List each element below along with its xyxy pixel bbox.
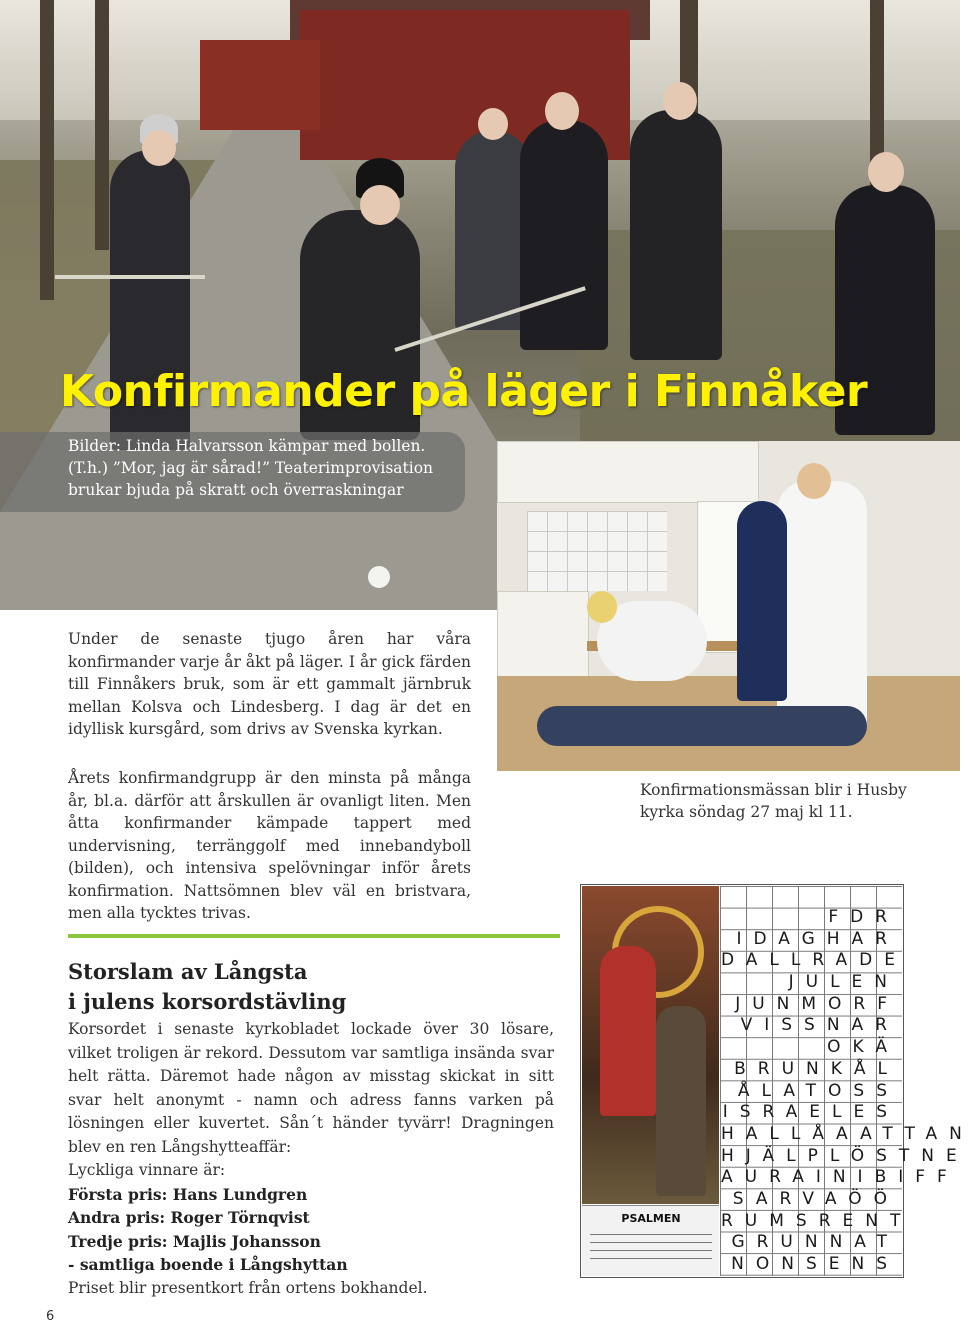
person-standing (630, 110, 722, 360)
page-headline: Konfirmander på läger i Finnåker (60, 366, 868, 417)
crossword-row: HJÄLPLÖSTNE (721, 1145, 969, 1166)
crossword-row: JUNMORF (735, 993, 899, 1014)
tree-trunk (40, 0, 54, 300)
crossword-row: VISSNAR (740, 1015, 899, 1036)
blonde-hair (587, 591, 617, 623)
crossword-puzzle (580, 884, 974, 1278)
person-lying (537, 706, 867, 746)
person-standing (520, 120, 608, 350)
kitchen-photo (497, 441, 960, 771)
person-face (663, 82, 697, 120)
crossword-row: ÅLATOSS (737, 1080, 899, 1101)
crossword-row: JULEN (788, 972, 899, 993)
floorball-stick (55, 275, 205, 279)
tree-trunk (95, 0, 109, 250)
person-standing (777, 481, 867, 731)
person-face (545, 92, 579, 130)
lower-cabinets (497, 591, 589, 683)
article-text: Korsordet i senaste kyrkobladet lockade över 30 lösare, vilket troligen är rekord. Dessutom var samtliga insända svar helt rätta. Däremot hade någon av misstag skickat in sitt svar helt anonymt - namn och adress fanns varken på lösningen eller kuvertet. Sån´t händer tyvärr! Dragningen blev en ren Långshytteaffär: (68, 1020, 554, 1156)
page-number: 6 (46, 1309, 55, 1324)
prize-1: Första pris: Hans Lundgren (68, 1184, 308, 1204)
floorball-ball (368, 566, 390, 588)
person-face (797, 463, 831, 499)
psalm-clue-box (582, 1205, 719, 1276)
prize-2: Andra pris: Roger Törnqvist (68, 1208, 310, 1227)
figure-brown-robe (656, 1006, 706, 1196)
crossword-row: ISRAELES (722, 1102, 899, 1123)
crossword-row: BRUNKÅL (734, 1058, 899, 1079)
person-face (868, 152, 904, 192)
crossword-answers (721, 907, 974, 1276)
crossword-row: IDAGHAR (736, 928, 899, 949)
crossword-row: SARVAÖÖ (732, 1188, 899, 1209)
crossword-painting (582, 886, 719, 1204)
prize-note: Priset blir presentkort från ortens bokhandel. (68, 1278, 428, 1297)
person-face (142, 130, 176, 166)
article-body (68, 1018, 554, 1300)
crossword-row: AURAINIBIFF (721, 1167, 959, 1188)
person-face (360, 185, 400, 225)
prize-everyone: - samtliga boende i Långshyttan (68, 1255, 348, 1274)
figure-red-robe (600, 946, 656, 1116)
confirmation-caption: Konfirmationsmässan blir i Husby kyrka söndag 27 maj kl 11. (640, 781, 907, 821)
crossword-row: RUMSRENT (721, 1210, 913, 1231)
crossword-row: NONSENS (731, 1254, 899, 1274)
photo-caption: Bilder: Linda Halvarsson kämpar med bollen. (T.h.) ”Mor, jag är sårad!” Teaterimprovisation brukar bjuda på skratt och överraskningar (68, 437, 434, 499)
red-house-small (200, 40, 320, 130)
article-heading-line-2: i julens korsordstävling (68, 989, 347, 1014)
psalm-text-lines (590, 1234, 712, 1266)
article-heading-line-1: Storslam av Långsta (68, 959, 308, 984)
crossword-row: OKÄ (827, 1037, 899, 1058)
crossword-row: GRUNNAT (731, 1232, 899, 1253)
photo-caption-box (0, 432, 465, 512)
winners-intro: Lyckliga vinnare är: (68, 1161, 226, 1179)
psalm-label: PSALMEN (621, 1212, 681, 1225)
person-standing (737, 501, 787, 701)
crossword-row: HALLÅAATTAN (721, 1123, 974, 1144)
crossword-row: FDR (828, 907, 899, 927)
intro-paragraph-1: Under de senaste tjugo åren har våra konfirmander varje år åkt på läger. I år gick färden till Finnåkers bruk, som är ett gammalt järnbruk mellan Kolsva och Lindesberg. I dag är det en idyllisk kursgård, som drivs av Svenska kyrkan. (68, 630, 471, 738)
intro-paragraph-2: Årets konfirmandgrupp är den minsta på många år, bl.a. därför att årskullen är ovanligt liten. Men åtta konfirmander kämpade tappert med undervisning, terränggolf med innebandyboll (bilden), och intensiva spelövningar inför årets konfirmation. Nattsömnen blev väl en bristvara, men alla tycktes trivas. (68, 769, 471, 922)
prize-3: Tredje pris: Majlis Johansson (68, 1231, 321, 1251)
crossword-row: DALLRADE (721, 950, 907, 971)
wall-tiles (527, 511, 667, 591)
upper-cabinets (497, 441, 759, 503)
green-divider (68, 934, 560, 938)
person-face (478, 108, 508, 140)
